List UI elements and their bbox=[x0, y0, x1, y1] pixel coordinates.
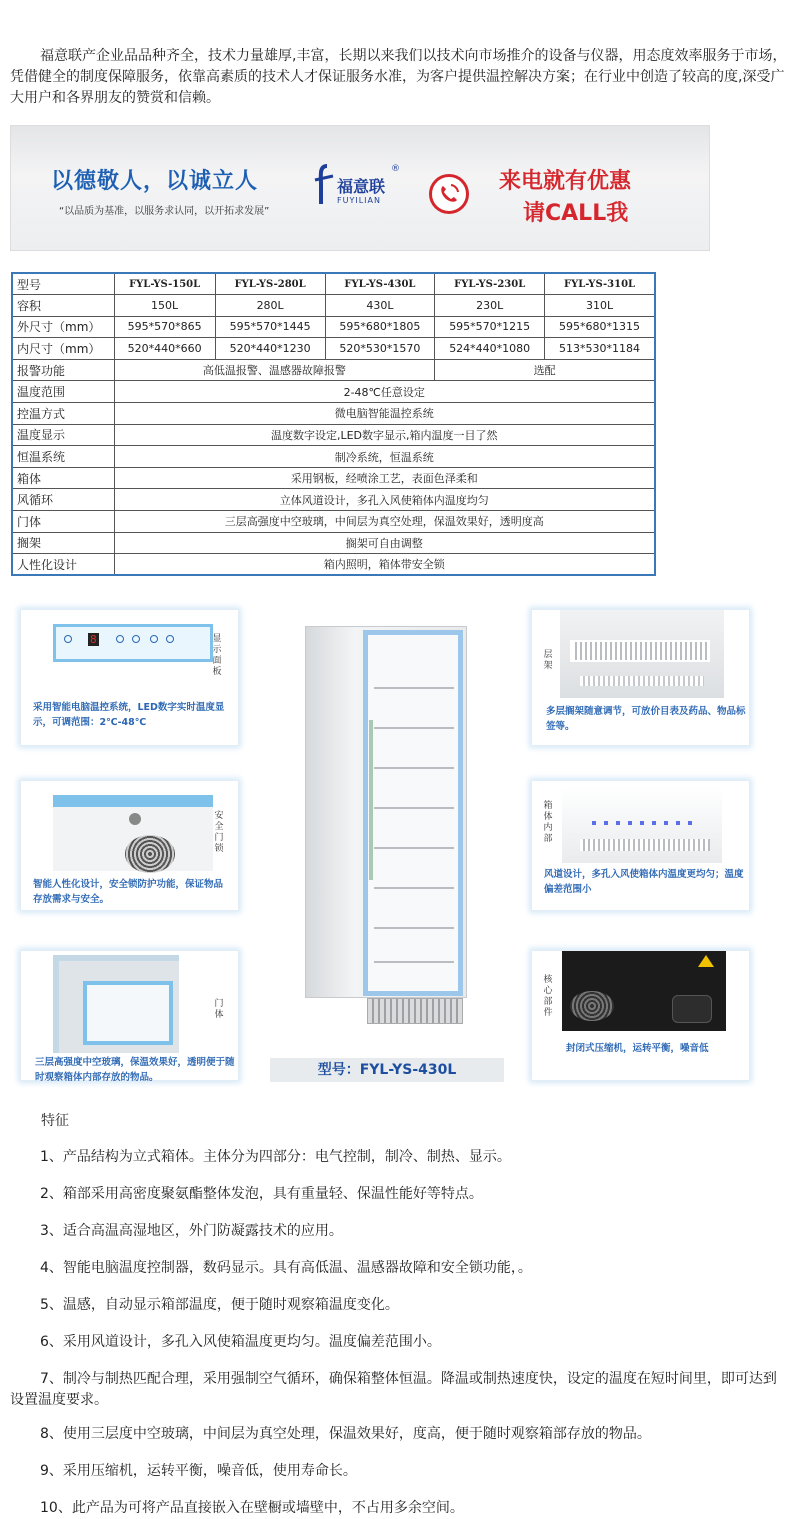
fridge-handle bbox=[369, 720, 373, 880]
card-text: 采用智能电脑温控系统，LED数字实时温度显示，可调范围：2℃-48℃ bbox=[33, 702, 225, 728]
control-button-icon bbox=[166, 635, 174, 643]
model-cell: FYL-YS-280L bbox=[215, 273, 325, 295]
feature-item: 6、采用风道设计，多孔入风使箱温度更均匀。温度偏差范围小。 bbox=[40, 1334, 441, 1350]
card-text: 智能人性化设计，安全锁防护功能，保证物品 存放需求与安全。 bbox=[33, 879, 224, 905]
table-cell: 595*570*1445 bbox=[215, 316, 325, 338]
card-label: 层架 bbox=[543, 650, 553, 671]
fridge-shelf bbox=[374, 847, 454, 849]
feature-item: 4、智能电脑温度控制器，数码显示。具有高低温、温感器故障和安全锁功能，。 bbox=[40, 1260, 532, 1276]
brand-name: 福意联 bbox=[337, 177, 386, 196]
fridge-shelf bbox=[374, 887, 454, 889]
feature-item: 5、温感，自动显示箱部温度，便于随时观察箱温度变化。 bbox=[40, 1297, 399, 1313]
table-row bbox=[12, 295, 655, 317]
card-text: 多层搁架随意调节，可放价目表及药品、物品标签等。 bbox=[546, 706, 746, 732]
features-title: 特征 bbox=[41, 1113, 69, 1129]
card-interior bbox=[531, 780, 750, 911]
table-cell: 箱内照明，箱体带安全锁 bbox=[114, 554, 655, 576]
fridge-shelf bbox=[374, 767, 454, 769]
row-label: 控温方式 bbox=[12, 403, 114, 425]
card-display-panel bbox=[20, 609, 239, 746]
table-cell: 高低温报警、温感器故障报警 bbox=[114, 359, 435, 381]
table-cell: 520*440*1230 bbox=[215, 338, 325, 360]
banner-tagline: “以品质为基准，以服务求认同，以开拓求发展” bbox=[59, 206, 270, 217]
table-row bbox=[12, 467, 655, 489]
fridge-shelf bbox=[374, 961, 454, 963]
banner-call-line2: 请CALL我 bbox=[523, 201, 629, 226]
shelf-photo bbox=[560, 610, 724, 698]
row-label: 搁架 bbox=[12, 532, 114, 554]
card-label: 核心部件 bbox=[543, 975, 553, 1018]
table-row bbox=[12, 532, 655, 554]
row-label: 箱体 bbox=[12, 467, 114, 489]
table-cell: 立体风道设计，多孔入风使箱体内温度均匀 bbox=[114, 489, 655, 511]
card-text: 风道设计，多孔入风使箱体内温度更均匀；温度偏差范围小 bbox=[544, 869, 744, 895]
door-photo bbox=[53, 955, 179, 1053]
table-row bbox=[12, 511, 655, 533]
row-label: 外尺寸（mm） bbox=[12, 316, 114, 338]
table-row bbox=[12, 403, 655, 425]
control-button-icon bbox=[150, 635, 158, 643]
row-label: 门体 bbox=[12, 511, 114, 533]
brand-logo-icon bbox=[313, 164, 335, 208]
wire-shelf bbox=[580, 676, 704, 686]
table-cell: 2-48℃任意设定 bbox=[114, 381, 655, 403]
row-label: 风循环 bbox=[12, 489, 114, 511]
table-row bbox=[12, 554, 655, 576]
fridge-vent-grille bbox=[367, 998, 463, 1024]
led-lights bbox=[592, 821, 692, 825]
fridge-shelf bbox=[374, 687, 454, 689]
card-label: 显示面板 bbox=[212, 634, 222, 677]
table-cell: 选配 bbox=[435, 359, 655, 381]
brand-name-en: FUYILIAN bbox=[337, 196, 381, 205]
model-caption: 型号：FYL-YS-430L bbox=[270, 1058, 504, 1082]
table-cell: 524*440*1080 bbox=[435, 338, 545, 360]
table-cell: 513*530*1184 bbox=[545, 338, 655, 360]
table-cell: 温度数字设定,LED数字显示,箱内温度一目了然 bbox=[114, 424, 655, 446]
table-row bbox=[12, 381, 655, 403]
card-core-parts bbox=[531, 950, 750, 1081]
table-row bbox=[12, 489, 655, 511]
table-cell: 采用钢板，经喷涂工艺，表面色泽柔和 bbox=[114, 467, 655, 489]
feature-item: 2、箱部采用高密度聚氨酯整体发泡，具有重量轻、保温性能好等特点。 bbox=[40, 1186, 483, 1202]
table-cell: 搁架可自由调整 bbox=[114, 532, 655, 554]
phone-icon bbox=[429, 174, 469, 214]
card-label: 箱体内部 bbox=[543, 801, 553, 844]
led-display: 8 bbox=[90, 633, 97, 646]
table-cell: 595*570*1215 bbox=[435, 316, 545, 338]
fridge-shelf bbox=[374, 807, 454, 809]
row-label: 人性化设计 bbox=[12, 554, 114, 576]
card-label: 门体 bbox=[214, 999, 224, 1020]
glass-door-frame bbox=[83, 981, 173, 1045]
table-cell: 310L bbox=[545, 295, 655, 317]
table-cell: 430L bbox=[325, 295, 435, 317]
table-cell: 三层高强度中空玻璃，中间层为真空处理，保温效果好，透明度高 bbox=[114, 511, 655, 533]
row-label: 型号 bbox=[12, 273, 114, 295]
table-cell: 595*680*1805 bbox=[325, 316, 435, 338]
feature-item: 9、采用压缩机，运转平衡，噪音低，使用寿命长。 bbox=[40, 1463, 357, 1479]
feature-item: 8、使用三层度中空玻璃，中间层为真空处理，保温效果好，度高，便于随时观察箱部存放的物品。 bbox=[40, 1426, 651, 1442]
display-panel-photo bbox=[53, 624, 213, 662]
feature-item: 10、此产品为可将产品直接嵌入在壁橱或墙壁中，不占用多余空间。 bbox=[40, 1500, 464, 1516]
intro-paragraph: 福意联产企业品品种齐全，技术力量雄厚,丰富，长期以来我们以技术向市场推介的设备与仪器，用态度效率服务于市场，凭借健全的制度保障服务，依靠高素质的技术人才保证服务水准，为客户提供温控解决方案；在行业中创造了较高的度,深受广大用户和各界朋友的赞赏和信赖。 bbox=[10, 48, 787, 106]
table-cell: 520*530*1570 bbox=[325, 338, 435, 360]
table-cell: 520*440*660 bbox=[114, 338, 215, 360]
card-label: 安全门锁 bbox=[214, 811, 224, 854]
fridge-shelf bbox=[374, 727, 454, 729]
banner-call-line1: 来电就有优惠 bbox=[499, 169, 632, 194]
feature-item: 1、产品结构为立式箱体。主体分为四部分：电气控制，制冷、制热、显示。 bbox=[40, 1149, 511, 1165]
control-button-icon bbox=[132, 635, 140, 643]
banner-slogan: 以德敬人，以诚立人 bbox=[51, 169, 259, 194]
model-cell: FYL-YS-430L bbox=[325, 273, 435, 295]
row-label: 温度显示 bbox=[12, 424, 114, 446]
card-text: 封闭式压缩机，运转平衡，噪音低 bbox=[566, 1043, 709, 1054]
registered-mark: ® bbox=[391, 164, 400, 174]
wire-shelf bbox=[580, 839, 710, 851]
table-cell: 595*570*865 bbox=[114, 316, 215, 338]
wire-shelf bbox=[570, 640, 710, 662]
table-cell: 制冷系统，恒温系统 bbox=[114, 446, 655, 468]
card-text: 三层高强度中空玻璃，保温效果好，透明便于随时观察箱体内部存放的物品。 bbox=[35, 1057, 235, 1083]
table-row bbox=[12, 359, 655, 381]
compressor-icon bbox=[672, 995, 712, 1023]
table-cell: 595*680*1315 bbox=[545, 316, 655, 338]
row-label: 内尺寸（mm） bbox=[12, 338, 114, 360]
row-label: 容积 bbox=[12, 295, 114, 317]
table-row bbox=[12, 446, 655, 468]
spec-table bbox=[11, 272, 656, 576]
table-row bbox=[12, 316, 655, 338]
warning-icon bbox=[698, 955, 714, 967]
table-cell: 150L bbox=[114, 295, 215, 317]
compressor-photo bbox=[562, 951, 726, 1031]
model-cell: FYL-YS-230L bbox=[435, 273, 545, 295]
control-button-icon bbox=[116, 635, 124, 643]
fridge-illustration bbox=[305, 626, 467, 1026]
card-shelves bbox=[531, 609, 750, 746]
row-label: 恒温系统 bbox=[12, 446, 114, 468]
model-cell: FYL-YS-150L bbox=[114, 273, 215, 295]
control-button-icon bbox=[64, 635, 72, 643]
table-row bbox=[12, 424, 655, 446]
row-label: 报警功能 bbox=[12, 359, 114, 381]
fan-icon bbox=[570, 991, 614, 1021]
model-cell: FYL-YS-310L bbox=[545, 273, 655, 295]
table-row bbox=[12, 338, 655, 360]
table-row bbox=[12, 273, 655, 295]
fan-icon bbox=[125, 835, 175, 873]
fridge-shelf bbox=[374, 927, 454, 929]
card-safety-lock bbox=[20, 780, 239, 911]
card-door bbox=[20, 950, 239, 1081]
feature-item: 3、适合高温高湿地区，外门防凝露技术的应用。 bbox=[40, 1223, 343, 1239]
table-cell: 微电脑智能温控系统 bbox=[114, 403, 655, 425]
row-label: 温度范围 bbox=[12, 381, 114, 403]
fridge-glass-door bbox=[363, 630, 463, 996]
table-cell: 230L bbox=[435, 295, 545, 317]
promo-banner bbox=[10, 125, 710, 251]
interior-photo bbox=[562, 787, 722, 863]
lock-icon bbox=[129, 813, 141, 825]
lock-photo bbox=[53, 795, 213, 871]
feature-item: 7、制冷与制热匹配合理，采用强制空气循环，确保箱整体恒温。降温或制热速度快，设定的温度在短时间里，即可达到设置温度要求。 bbox=[10, 1371, 777, 1408]
table-cell: 280L bbox=[215, 295, 325, 317]
